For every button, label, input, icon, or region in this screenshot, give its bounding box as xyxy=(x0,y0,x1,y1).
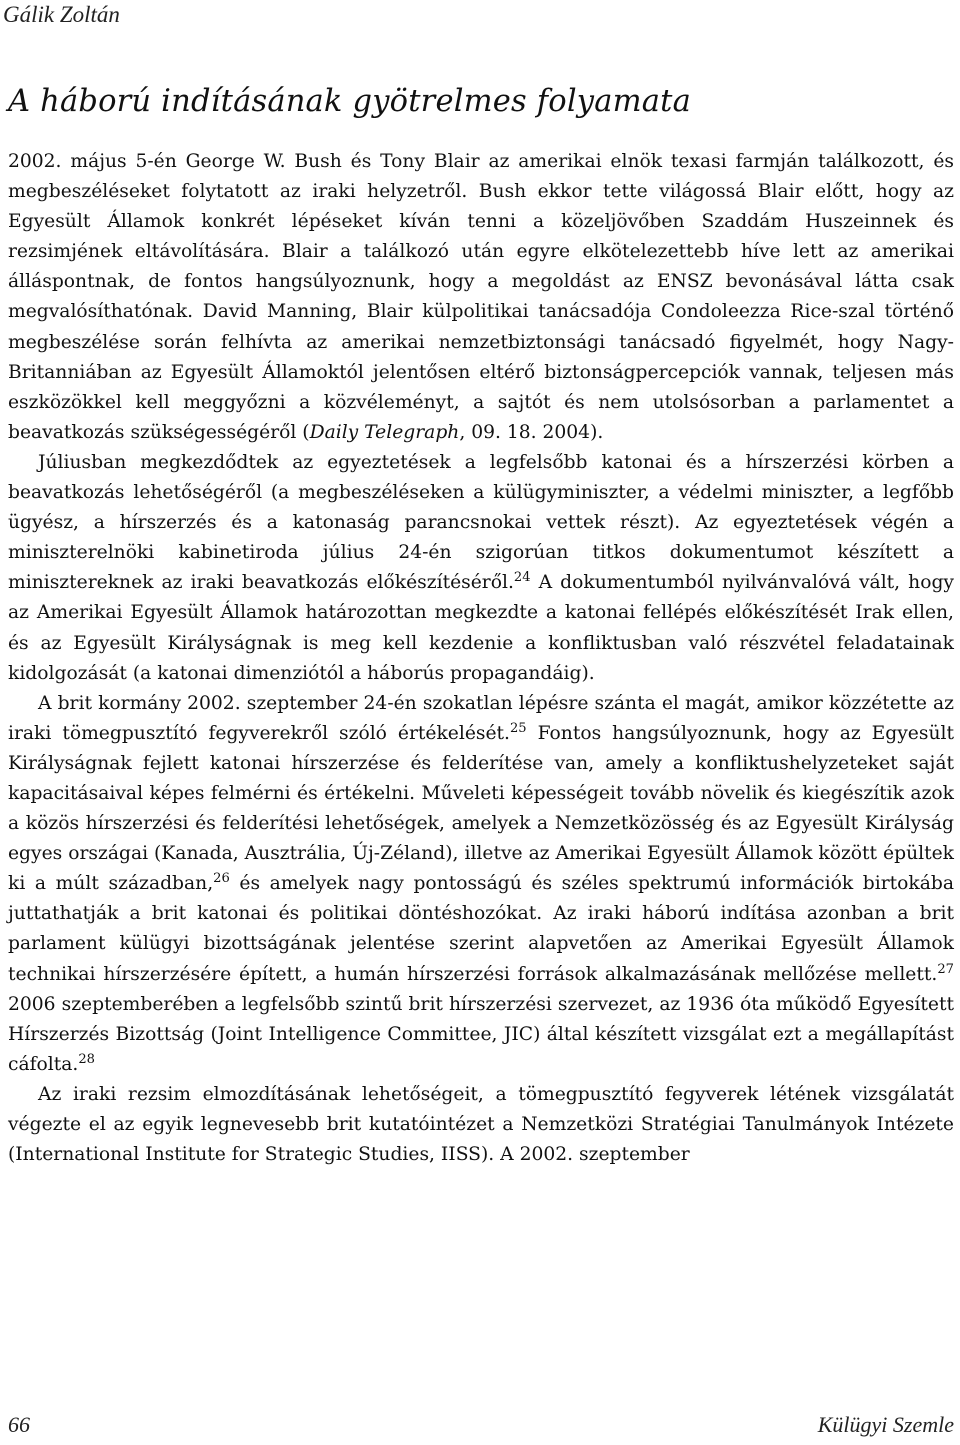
article-title: A háború indításának gyötrelmes folyamata xyxy=(8,84,691,119)
paragraph-2-text-end: A dokumentumból nyilvánvalóvá vált, hogy az Amerikai Egyesült Államok határozottan megkezdte a katonai fellépés előkészítését Irak ellen, és az Egyesült Királyságnak is meg kell kezdenie a konfliktusban való részvétel feladatainak kidolgozását (a katonai dimenziótól a háborús propagandáig). xyxy=(8,572,954,684)
paragraph-3-text-4: 2006 szeptemberében a legfelsőbb szintű brit hírszerzési szervezet, az 1936 óta működő Egyesített Hírszerzés Bizottság (Joint Intelligence Committee, JIC) által készített vizsgálat ezt a megállapítást cáfolta. xyxy=(8,993,954,1075)
paragraph-1-text: 2002. május 5-én George W. Bush és Tony Blair az amerikai elnök texasi farmján találkozott, és megbeszéléseket folytatott az iraki helyzetről. Bush ekkor tette világossá Blair előtt, hogy az Egyesült Államok konkrét lépéseket kíván tenni a közeljövőben Szaddám Huszeinnek és rezsimjének eltávolítására. Blair a találkozó után egyre elkötelezettebb híve lett az amerikai álláspontnak, de fontos hangsúlyoznunk, hogy a megoldást az ENSZ bevonásával látta csak megvalósíthatónak. David Manning, Blair külpolitikai tanácsadója Condoleezza Rice-szal történő megbeszélése során felhívta az amerikai nemzetbiztonsági tanácsadó figyelmét, hogy Nagy-Britanniában az Egyesült Államoktól jelentősen eltérő biztonságpercepciók vannak, teljesen más eszközökkel kell meggyőzni a közvéleményt, a sajtót és nem utolsósorban a parlamentet a beavatkozás szükségességéről ( xyxy=(8,151,954,443)
running-header-author: Gálik Zoltán xyxy=(3,2,120,27)
page-number: 66 xyxy=(8,1412,30,1437)
paragraph-3-text-2: Fontos hangsúlyoznunk, hogy az Egyesült Királyságnak fejlett katonai hírszerzése és felderítése van, amely a konfliktushelyzeteket saját kapacitásaival képes felmérni és értékelni. Műveleti képességeit tovább növelik és kiegészítik azok a közös hírszerzési és felderítési lehetőségek, amelyek a Nemzetközösség és az Egyesült Királyság egyes országai (Kanada, Ausztrália, Új-Zéland), illetve az Amerikai Egyesült Államok között épültek ki a múlt században, xyxy=(8,722,954,895)
footnote-ref-27[interactable]: 27 xyxy=(937,961,954,977)
footnote-ref-28[interactable]: 28 xyxy=(78,1051,95,1067)
source-citation: Daily Telegraph xyxy=(309,421,460,443)
paragraph-3-text: A brit kormány 2002. szeptember 24-én szokatlan lépésre szánta el magát, amikor közzétette az iraki tömegpusztító fegyverekről szóló értékelését. xyxy=(8,692,954,744)
paragraph-3 xyxy=(8,689,954,1080)
paragraph-1 xyxy=(8,147,954,448)
article-body xyxy=(8,147,954,1170)
journal-name: Külügyi Szemle xyxy=(817,1412,954,1437)
paragraph-4: Az iraki rezsim elmozdításának lehetőségeit, a tömegpusztító fegyverek létének vizsgálatát végezte el az egyik legnevesebb brit kutatóintézet a Nemzetközi Stratégiai Tanulmányok Intézete (International Institute for Strategic Studies, IISS). A 2002. szeptember xyxy=(8,1083,954,1166)
paragraph-2 xyxy=(8,448,954,689)
paragraph-1-text-end: , 09. 18. 2004). xyxy=(459,421,604,443)
footnote-ref-24[interactable]: 24 xyxy=(513,570,531,586)
footnote-ref-25[interactable]: 25 xyxy=(509,720,527,736)
footnote-ref-26[interactable]: 26 xyxy=(213,871,230,887)
paragraph-2-text: Júliusban megkezdődtek az egyeztetések a legfelsőbb katonai és a hírszerzési körben a beavatkozás lehetőségéről (a megbeszéléseken a külügyminiszter, a védelmi miniszter, a legfőbb ügyész, a hírszerzés és a katonaság parancsnokai vettek részt). Az egyeztetések végén a miniszterelnöki kabinetiroda július 24-én szigorúan titkos dokumentumot készített a minisztereknek az iraki beavatkozás előkészítéséről. xyxy=(8,451,954,594)
paragraph-3-text-3: és amelyek nagy pontosságú és széles spektrumú információk birtokába juttathatják a brit katonai és politikai döntéshozókat. Az iraki háború indítása azonban a brit parlament külügyi bizottságának jelentése szerint alapvetően az Amerikai Egyesült Államok technikai hírszerzésére épített, a humán hírszerzési források alkalmazásának mellőzése mellett. xyxy=(8,873,954,985)
